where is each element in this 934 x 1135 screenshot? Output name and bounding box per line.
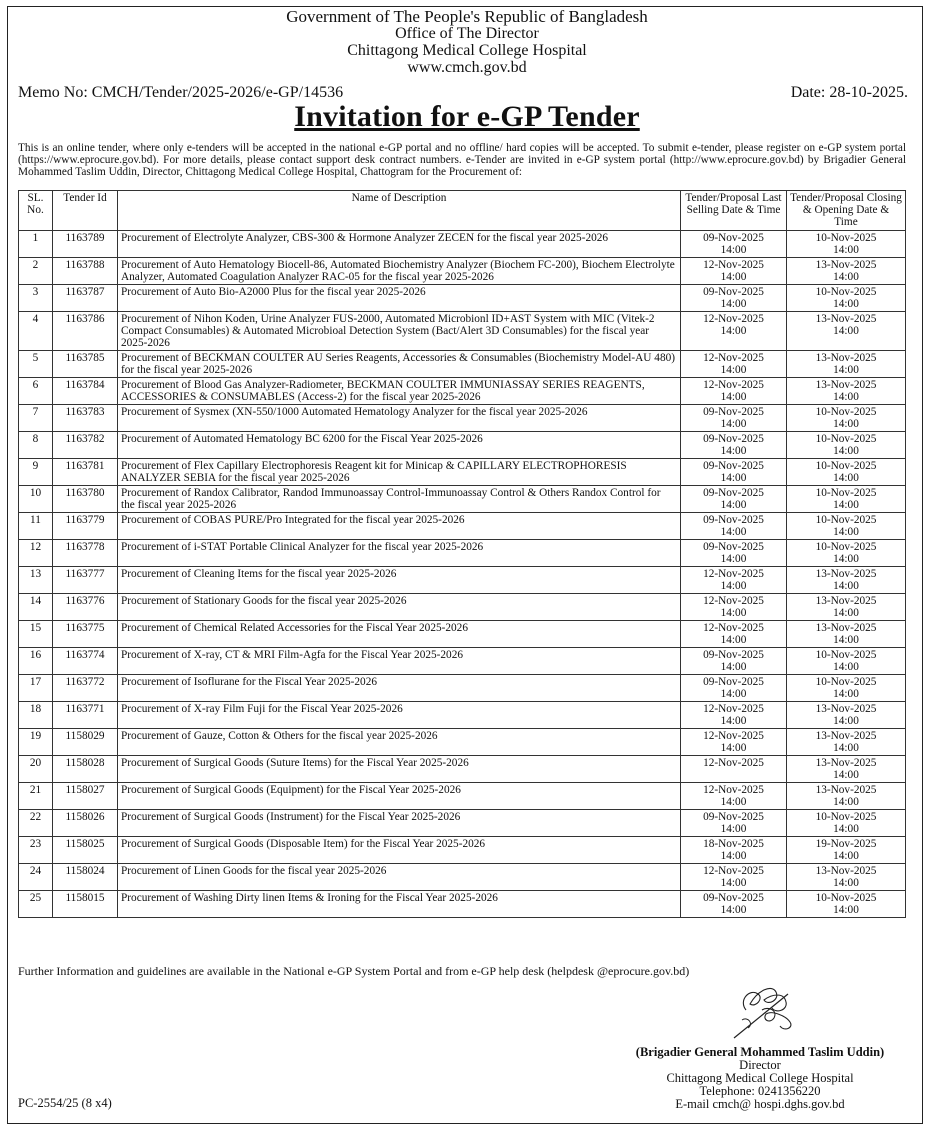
cell-tender-id: 1163784 <box>53 378 118 405</box>
cell-description: Procurement of X-ray Film Fuji for the Fiscal Year 2025-2026 <box>118 702 681 729</box>
cell-tender-id: 1163785 <box>53 351 118 378</box>
cell-last-selling-time: 14:00 <box>720 850 747 862</box>
cell-closing-opening-date: 13-Nov-2025 <box>815 703 877 715</box>
cell-closing-opening-time: 14:00 <box>833 526 859 538</box>
cell-last-selling-date: 09-Nov-2025 <box>703 676 764 688</box>
cell-description: Procurement of Chemical Related Accessories for the Fiscal Year 2025-2026 <box>118 621 681 648</box>
table-row <box>19 648 906 675</box>
header-description: Name of Description <box>118 191 681 231</box>
cell-last-selling <box>681 756 787 783</box>
cell-last-selling-date: 09-Nov-2025 <box>703 514 764 526</box>
cell-last-selling-date: 12-Nov-2025 <box>703 379 764 391</box>
cell-tender-id: 1163780 <box>53 486 118 513</box>
cell-closing-opening <box>787 405 906 432</box>
cell-sl: 1 <box>19 231 53 258</box>
cell-closing-opening-date: 10-Nov-2025 <box>815 487 877 499</box>
memo-date: Date: 28-10-2025. <box>790 84 908 101</box>
cell-last-selling-time: 14:00 <box>720 715 747 727</box>
office-line: Office of The Director <box>395 25 539 42</box>
cell-last-selling-time: 14:00 <box>720 244 747 256</box>
cell-sl: 11 <box>19 513 53 540</box>
cell-closing-opening-time: 14:00 <box>833 472 859 484</box>
cell-closing-opening-time: 14:00 <box>833 607 859 619</box>
cell-last-selling <box>681 837 787 864</box>
cell-description: Procurement of COBAS PURE/Pro Integrated for the fiscal year 2025-2026 <box>118 513 681 540</box>
cell-sl: 15 <box>19 621 53 648</box>
cell-closing-opening-time: 14:00 <box>833 391 859 403</box>
table-row <box>19 864 906 891</box>
cell-description: Procurement of X-ray, CT & MRI Film-Agfa for the Fiscal Year 2025-2026 <box>118 648 681 675</box>
cell-closing-opening <box>787 567 906 594</box>
cell-closing-opening <box>787 540 906 567</box>
table-row <box>19 621 906 648</box>
cell-closing-opening <box>787 621 906 648</box>
cell-last-selling-time: 14:00 <box>720 877 747 889</box>
signatory-name: (Brigadier General Mohammed Taslim Uddin) <box>635 1045 885 1059</box>
cell-sl: 13 <box>19 567 53 594</box>
cell-tender-id: 1163789 <box>53 231 118 258</box>
cell-last-selling-date: 18-Nov-2025 <box>703 838 764 850</box>
cell-last-selling-date: 12-Nov-2025 <box>703 865 764 877</box>
cell-last-selling-time: 14:00 <box>720 325 747 337</box>
signatory-office: Chittagong Medical College Hospital <box>666 1071 854 1085</box>
table-row <box>19 405 906 432</box>
cell-last-selling <box>681 567 787 594</box>
cell-closing-opening-date: 10-Nov-2025 <box>815 232 877 244</box>
cell-last-selling-time: 14:00 <box>720 688 747 700</box>
cell-closing-opening-time: 14:00 <box>833 364 859 376</box>
table-row <box>19 594 906 621</box>
cell-last-selling-time: 14:00 <box>720 445 747 457</box>
cell-tender-id: 1163775 <box>53 621 118 648</box>
cell-description: Procurement of Automated Hematology BC 6200 for the Fiscal Year 2025-2026 <box>118 432 681 459</box>
cell-sl: 17 <box>19 675 53 702</box>
footnote: Further Information and guidelines are available in the National e-GP System Portal and from e-GP help desk (helpdesk @eprocure.gov.bd) <box>18 964 690 978</box>
signatory-designation: Director <box>739 1058 781 1072</box>
cell-closing-opening-time: 14:00 <box>833 769 859 781</box>
cell-tender-id: 1158026 <box>53 810 118 837</box>
cell-tender-id: 1163787 <box>53 285 118 312</box>
cell-closing-opening-time: 14:00 <box>833 553 859 565</box>
cell-closing-opening <box>787 864 906 891</box>
cell-closing-opening-time: 14:00 <box>833 580 859 592</box>
table-row <box>19 351 906 378</box>
cell-tender-id: 1158029 <box>53 729 118 756</box>
cell-tender-id: 1158027 <box>53 783 118 810</box>
cell-closing-opening-time: 14:00 <box>833 499 859 511</box>
cell-closing-opening <box>787 378 906 405</box>
cell-closing-opening-time: 14:00 <box>833 850 859 862</box>
cell-closing-opening-date: 13-Nov-2025 <box>815 595 877 607</box>
table-row <box>19 486 906 513</box>
cell-last-selling-date: 12-Nov-2025 <box>703 784 764 796</box>
cell-closing-opening-date: 13-Nov-2025 <box>815 730 877 742</box>
cell-closing-opening-date: 10-Nov-2025 <box>815 892 877 904</box>
cell-sl: 4 <box>19 312 53 351</box>
website-line: www.cmch.gov.bd <box>407 59 527 76</box>
cell-closing-opening-date: 10-Nov-2025 <box>815 649 877 661</box>
cell-description: Procurement of Stationary Goods for the fiscal year 2025-2026 <box>118 594 681 621</box>
cell-sl: 19 <box>19 729 53 756</box>
cell-sl: 18 <box>19 702 53 729</box>
cell-last-selling-time: 14:00 <box>720 526 747 538</box>
cell-sl: 2 <box>19 258 53 285</box>
cell-last-selling-time: 14:00 <box>720 607 747 619</box>
cell-closing-opening <box>787 486 906 513</box>
cell-closing-opening-date: 13-Nov-2025 <box>815 865 877 877</box>
cell-last-selling-date: 09-Nov-2025 <box>703 541 764 553</box>
cell-last-selling <box>681 459 787 486</box>
cell-sl: 20 <box>19 756 53 783</box>
table-row <box>19 285 906 312</box>
cell-closing-opening-date: 13-Nov-2025 <box>815 379 877 391</box>
cell-tender-id: 1158024 <box>53 864 118 891</box>
cell-description: Procurement of Blood Gas Analyzer-Radiometer, BECKMAN COULTER IMMUNIASSAY SERIES REAGENTS, ACCESSORIES & CONSUMABLES (Access-2) for the fiscal year 2025-2026 <box>118 378 681 405</box>
cell-tender-id: 1163783 <box>53 405 118 432</box>
cell-last-selling-date: 09-Nov-2025 <box>703 406 764 418</box>
cell-description: Procurement of Isoflurane for the Fiscal Year 2025-2026 <box>118 675 681 702</box>
cell-closing-opening-date: 10-Nov-2025 <box>815 460 877 472</box>
cell-sl: 14 <box>19 594 53 621</box>
cell-closing-opening <box>787 351 906 378</box>
cell-closing-opening <box>787 837 906 864</box>
table-row <box>19 231 906 258</box>
cell-closing-opening-time: 14:00 <box>833 877 859 889</box>
pc-code: PC-2554/25 (8 x4) <box>18 1096 112 1110</box>
cell-last-selling-date: 09-Nov-2025 <box>703 487 764 499</box>
cell-tender-id: 1163777 <box>53 567 118 594</box>
cell-closing-opening <box>787 783 906 810</box>
cell-closing-opening-date: 10-Nov-2025 <box>815 433 877 445</box>
cell-last-selling-date: 09-Nov-2025 <box>703 460 764 472</box>
cell-sl: 23 <box>19 837 53 864</box>
cell-last-selling <box>681 594 787 621</box>
page-title: Invitation for e-GP Tender <box>294 100 640 133</box>
cell-last-selling <box>681 675 787 702</box>
cell-closing-opening-date: 10-Nov-2025 <box>815 811 877 823</box>
cell-tender-id: 1158025 <box>53 837 118 864</box>
cell-last-selling-time: 14:00 <box>720 661 747 673</box>
cell-description: Procurement of Gauze, Cotton & Others for the fiscal year 2025-2026 <box>118 729 681 756</box>
table-row <box>19 258 906 285</box>
table-row <box>19 540 906 567</box>
cell-description: Procurement of Flex Capillary Electrophoresis Reagent kit for Minicap & CAPILLARY ELECTROPHORESIS ANALYZER SEBIA for the fiscal year 2025-2026 <box>118 459 681 486</box>
cell-description: Procurement of Surgical Goods (Disposable Item) for the Fiscal Year 2025-2026 <box>118 837 681 864</box>
table-row <box>19 312 906 351</box>
cell-last-selling <box>681 258 787 285</box>
cell-last-selling <box>681 378 787 405</box>
memo-number: Memo No: CMCH/Tender/2025-2026/e-GP/14536 <box>18 84 344 101</box>
cell-closing-opening-date: 13-Nov-2025 <box>815 352 877 364</box>
cell-description: Procurement of Surgical Goods (Suture Items) for the Fiscal Year 2025-2026 <box>118 756 681 783</box>
cell-closing-opening <box>787 729 906 756</box>
cell-closing-opening <box>787 312 906 351</box>
header-sl: SL. No. <box>19 191 53 231</box>
cell-description: Procurement of BECKMAN COULTER AU Series Reagents, Accessories & Consumables (Biochemistry Model-AU 480) for the fiscal year 2025-2026 <box>118 351 681 378</box>
cell-last-selling-date: 12-Nov-2025 <box>703 259 764 271</box>
cell-closing-opening-time: 14:00 <box>833 271 859 283</box>
cell-last-selling-date: 09-Nov-2025 <box>703 433 764 445</box>
cell-closing-opening-time: 14:00 <box>833 715 859 727</box>
cell-description: Procurement of Sysmex (XN-550/1000 Automated Hematology Analyzer for the fiscal year 2025-2026 <box>118 405 681 432</box>
cell-last-selling-time: 14:00 <box>720 472 747 484</box>
cell-closing-opening <box>787 702 906 729</box>
cell-closing-opening-time: 14:00 <box>833 298 859 310</box>
cell-description: Procurement of Nihon Koden, Urine Analyzer FUS-2000, Automated Microbionl ID+AST System with MIC (Vitek-2 Compact Consumables) & Automated Microbioal Detection System (Bact/Alert 3D Consumables) for the fiscal year 2025-2026 <box>118 312 681 351</box>
cell-sl: 16 <box>19 648 53 675</box>
cell-sl: 3 <box>19 285 53 312</box>
cell-last-selling-date: 12-Nov-2025 <box>703 622 764 634</box>
table-row <box>19 513 906 540</box>
table-row <box>19 810 906 837</box>
cell-closing-opening <box>787 675 906 702</box>
table-row <box>19 432 906 459</box>
cell-last-selling-date: 12-Nov-2025 <box>703 730 764 742</box>
cell-last-selling-date: 12-Nov-2025 <box>703 352 764 364</box>
cell-tender-id: 1158015 <box>53 891 118 918</box>
table-row <box>19 459 906 486</box>
cell-sl: 6 <box>19 378 53 405</box>
cell-sl: 8 <box>19 432 53 459</box>
cell-closing-opening-date: 10-Nov-2025 <box>815 406 877 418</box>
cell-closing-opening-time: 14:00 <box>833 325 859 337</box>
cell-last-selling <box>681 405 787 432</box>
cell-tender-id: 1163778 <box>53 540 118 567</box>
cell-last-selling-time: 14:00 <box>720 418 747 430</box>
table-row <box>19 891 906 918</box>
cell-last-selling <box>681 432 787 459</box>
table-header-row <box>19 191 906 231</box>
cell-closing-opening <box>787 756 906 783</box>
cell-last-selling-time: 14:00 <box>720 391 747 403</box>
cell-last-selling-time: 14:00 <box>720 580 747 592</box>
letterhead <box>0 8 934 76</box>
cell-last-selling-time: 14:00 <box>720 298 747 310</box>
cell-last-selling-time: 14:00 <box>720 271 747 283</box>
table-row <box>19 783 906 810</box>
cell-last-selling <box>681 810 787 837</box>
cell-tender-id: 1163771 <box>53 702 118 729</box>
cell-description: Procurement of Auto Bio-A2000 Plus for the fiscal year 2025-2026 <box>118 285 681 312</box>
cell-last-selling-time: 14:00 <box>720 499 747 511</box>
cell-last-selling <box>681 285 787 312</box>
cell-last-selling-time: 14:00 <box>720 553 747 565</box>
cell-closing-opening <box>787 891 906 918</box>
header-last-selling: Tender/Proposal Last Selling Date & Time <box>681 191 787 231</box>
table-row <box>19 378 906 405</box>
cell-tender-id: 1163781 <box>53 459 118 486</box>
cell-description: Procurement of Surgical Goods (Instrument) for the Fiscal Year 2025-2026 <box>118 810 681 837</box>
cell-closing-opening-time: 14:00 <box>833 418 859 430</box>
cell-closing-opening-time: 14:00 <box>833 244 859 256</box>
cell-closing-opening-date: 13-Nov-2025 <box>815 784 877 796</box>
cell-closing-opening <box>787 648 906 675</box>
cell-closing-opening-time: 14:00 <box>833 661 859 673</box>
cell-sl: 9 <box>19 459 53 486</box>
hospital-line: Chittagong Medical College Hospital <box>347 42 587 59</box>
cell-tender-id: 1158028 <box>53 756 118 783</box>
cell-last-selling <box>681 486 787 513</box>
cell-tender-id: 1163788 <box>53 258 118 285</box>
cell-tender-id: 1163776 <box>53 594 118 621</box>
signatory-telephone: Telephone: 0241356220 <box>699 1084 821 1098</box>
cell-closing-opening-date: 19-Nov-2025 <box>815 838 877 850</box>
cell-last-selling-date: 12-Nov-2025 <box>703 595 764 607</box>
cell-description: Procurement of Randox Calibrator, Randod Immunoassay Control-Immunoassay Control & Others Randox Control for the fiscal year 2025-2026 <box>118 486 681 513</box>
cell-last-selling-time: 14:00 <box>720 742 747 754</box>
cell-last-selling-time: 14:00 <box>720 796 747 808</box>
cell-sl: 7 <box>19 405 53 432</box>
cell-last-selling <box>681 864 787 891</box>
cell-closing-opening-time: 14:00 <box>833 445 859 457</box>
cell-closing-opening-date: 10-Nov-2025 <box>815 541 877 553</box>
cell-last-selling-date: 09-Nov-2025 <box>703 286 764 298</box>
cell-sl: 10 <box>19 486 53 513</box>
table-row <box>19 567 906 594</box>
cell-last-selling-time: 14:00 <box>720 823 747 835</box>
cell-last-selling-date: 12-Nov-2025 <box>703 757 764 769</box>
cell-last-selling-date: 09-Nov-2025 <box>703 649 764 661</box>
table-row <box>19 675 906 702</box>
cell-closing-opening-time: 14:00 <box>833 742 859 754</box>
cell-closing-opening-time: 14:00 <box>833 904 859 916</box>
cell-closing-opening-date: 13-Nov-2025 <box>815 313 877 325</box>
header-tender-id: Tender Id <box>53 191 118 231</box>
cell-closing-opening-date: 13-Nov-2025 <box>815 568 877 580</box>
government-line: Government of The People's Republic of Bangladesh <box>286 7 648 26</box>
cell-description: Procurement of Washing Dirty linen Items & Ironing for the Fiscal Year 2025-2026 <box>118 891 681 918</box>
cell-tender-id: 1163779 <box>53 513 118 540</box>
cell-sl: 12 <box>19 540 53 567</box>
cell-closing-opening-date: 10-Nov-2025 <box>815 286 877 298</box>
cell-last-selling-date: 12-Nov-2025 <box>703 568 764 580</box>
table-row <box>19 837 906 864</box>
cell-last-selling-time: 14:00 <box>720 634 747 646</box>
cell-closing-opening <box>787 432 906 459</box>
cell-closing-opening-date: 10-Nov-2025 <box>815 514 877 526</box>
cell-sl: 25 <box>19 891 53 918</box>
cell-last-selling-time: 14:00 <box>720 364 747 376</box>
tender-table <box>18 190 906 918</box>
cell-closing-opening-time: 14:00 <box>833 796 859 808</box>
cell-closing-opening <box>787 810 906 837</box>
cell-tender-id: 1163772 <box>53 675 118 702</box>
cell-last-selling <box>681 540 787 567</box>
cell-closing-opening <box>787 513 906 540</box>
cell-last-selling <box>681 312 787 351</box>
cell-closing-opening-date: 13-Nov-2025 <box>815 259 877 271</box>
cell-closing-opening <box>787 459 906 486</box>
header-closing-opening: Tender/Proposal Closing & Opening Date & Time <box>787 191 906 231</box>
signatory-email: E-mail cmch@ hospi.dghs.gov.bd <box>675 1097 845 1111</box>
cell-tender-id: 1163782 <box>53 432 118 459</box>
cell-last-selling-date: 09-Nov-2025 <box>703 232 764 244</box>
cell-description: Procurement of Cleaning Items for the fiscal year 2025-2026 <box>118 567 681 594</box>
cell-last-selling <box>681 702 787 729</box>
cell-tender-id: 1163786 <box>53 312 118 351</box>
intro-paragraph: This is an online tender, where only e-tenders will be accepted in the national e-GP portal and no offline/ hard copies will be accepted. To submit e-tender, please register on e-GP system portal (https://www.eprocure.gov.bd). For more details, please contact support desk contract numbers. e-Tender are invited in e-GP system portal (http://www.eprocure.gov.bd) by Brigadier General Mohammed Taslim Uddin, Director, Chittagong Medical College Hospital, Chattogram for the Procurement of: <box>18 142 906 178</box>
table-row <box>19 702 906 729</box>
cell-description: Procurement of i-STAT Portable Clinical Analyzer for the fiscal year 2025-2026 <box>118 540 681 567</box>
cell-closing-opening-time: 14:00 <box>833 823 859 835</box>
cell-sl: 24 <box>19 864 53 891</box>
cell-closing-opening-date: 13-Nov-2025 <box>815 622 877 634</box>
cell-closing-opening-date: 10-Nov-2025 <box>815 676 877 688</box>
cell-closing-opening <box>787 594 906 621</box>
cell-last-selling <box>681 351 787 378</box>
cell-closing-opening-time: 14:00 <box>833 688 859 700</box>
table-row <box>19 756 906 783</box>
cell-last-selling <box>681 648 787 675</box>
cell-last-selling-date: 09-Nov-2025 <box>703 892 764 904</box>
table-row <box>19 729 906 756</box>
cell-last-selling-date: 12-Nov-2025 <box>703 703 764 715</box>
cell-closing-opening <box>787 285 906 312</box>
cell-sl: 22 <box>19 810 53 837</box>
signature-scribble <box>728 980 808 1042</box>
cell-last-selling-date: 09-Nov-2025 <box>703 811 764 823</box>
cell-last-selling <box>681 891 787 918</box>
cell-last-selling-date: 12-Nov-2025 <box>703 313 764 325</box>
cell-last-selling <box>681 729 787 756</box>
cell-last-selling <box>681 231 787 258</box>
cell-closing-opening <box>787 231 906 258</box>
cell-last-selling <box>681 513 787 540</box>
cell-last-selling-time: 14:00 <box>720 904 747 916</box>
cell-description: Procurement of Linen Goods for the fiscal year 2025-2026 <box>118 864 681 891</box>
signature-block <box>600 1046 920 1111</box>
cell-description: Procurement of Auto Hematology Biocell-86, Automated Biochemistry Analyzer (Biochem FC-200), Biochem Electrolyte Analyzer, Automated Coagulation Analyzer RAC-05 for the fiscal year 2025-2026 <box>118 258 681 285</box>
cell-closing-opening <box>787 258 906 285</box>
cell-description: Procurement of Surgical Goods (Equipment) for the Fiscal Year 2025-2026 <box>118 783 681 810</box>
cell-tender-id: 1163774 <box>53 648 118 675</box>
cell-closing-opening-time: 14:00 <box>833 634 859 646</box>
cell-last-selling <box>681 621 787 648</box>
cell-last-selling <box>681 783 787 810</box>
cell-description: Procurement of Electrolyte Analyzer, CBS-300 & Hormone Analyzer ZECEN for the fiscal year 2025-2026 <box>118 231 681 258</box>
cell-sl: 21 <box>19 783 53 810</box>
cell-sl: 5 <box>19 351 53 378</box>
tender-table-body <box>19 231 906 918</box>
cell-closing-opening-date: 13-Nov-2025 <box>815 757 877 769</box>
